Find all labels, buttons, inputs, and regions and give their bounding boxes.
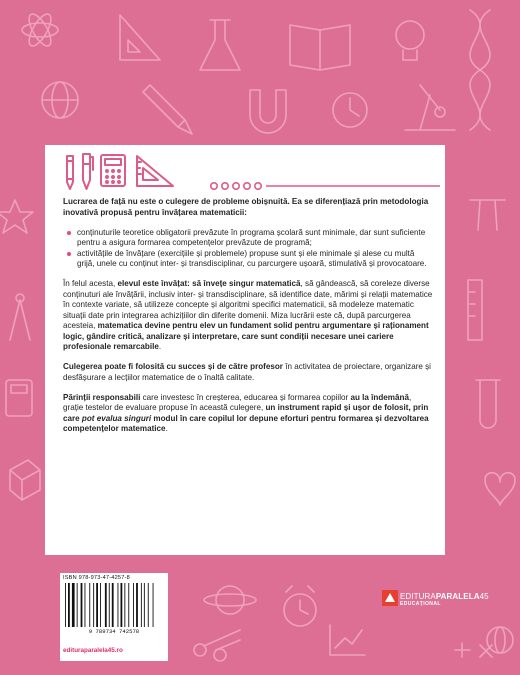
methodology-bullet-list [63,228,433,270]
barcode-bar [65,583,66,627]
doodle-triangle-ruler-icon [120,15,160,60]
barcode-bar [136,583,138,627]
barcode-bar [96,583,98,627]
doodle-magnet-icon [250,90,286,133]
doodle-clock-icon [333,93,367,127]
barcode-digits: 9 789734 742578 [88,628,140,635]
publisher-name: EDITURAPARALELA45 [400,592,489,601]
barcode-bar [112,583,114,627]
doodle-heart-icon [485,473,515,505]
barcode-bar [68,583,70,627]
barcode-bar [121,583,123,627]
barcode-bar [141,583,142,627]
isbn-number: ISBN 978-973-47-4257-8 [63,575,130,581]
doodle-graph-icon [330,625,365,655]
parents-paragraph: Părinții responsabili care investesc în creșterea, educarea și formarea copiilor au la îndemână, grație testelor de evaluare propuse în această culegere, un instrument rapid și ușor de folosit, prin care pot evalua singuri modul în care copilul lor depune eforturi pentru formarea și dezvoltarea competențelor matematice. [63,392,429,433]
bullet-dot-icon [67,231,71,235]
barcode-bar [109,583,110,627]
school-supplies-icons [63,152,193,192]
barcode-bar [124,583,125,627]
doodle-math-symbols-icon [455,643,492,657]
barcode-bar [89,583,90,627]
publisher-logo [382,586,489,620]
barcode-bar [148,583,149,627]
doodle-planet-icon [204,586,256,614]
pencil-icon [67,156,73,189]
barcode-image [63,583,165,629]
doodle-pencil-icon [143,85,192,134]
doodle-flask-icon [200,20,240,70]
barcode-bar [128,583,129,627]
doodle-alarm-clock-icon [284,586,316,626]
description-text [63,197,433,444]
doodle-star-icon [0,200,33,233]
barcode-bar [100,583,101,627]
doodle-light-bulb-icon [396,21,424,60]
pen-icon [83,154,93,189]
barcode-bar [93,583,94,627]
publisher-website-link[interactable]: edituraparalela45.ro [63,647,123,654]
barcode-bar [85,583,86,627]
barcode-bar [81,583,83,627]
barcode-bar [133,583,134,627]
doodle-microscope-icon [405,85,455,130]
calculator-icon [101,155,125,186]
barcode-bar [118,583,119,627]
doodle-globe-icon [42,82,78,118]
doodle-globe-bottom-icon [487,627,513,653]
doodle-book-icon [290,25,350,70]
doodle-test-tube-icon [476,380,500,428]
decorative-dots-line [208,180,440,192]
barcode-area [60,573,168,661]
barcode-bar [153,583,154,627]
bullet-item-activities: activitățile de învățare (exercițiile și problemele) propuse sunt și ele minimale și alese cu multă grijă, unele cu conținut inter- și transdisciplinar, cu parcurgere ușoară, stimulativă și provocatoare. [63,249,433,270]
set-square-icon [137,156,173,186]
bullet-dot-icon [67,252,71,256]
student-paragraph: În felul acesta, elevul este învățat: să învețe singur matematică, să gândească, să coreleze diverse conținuturi ale învățării, inclusiv inter- și transdisciplinare, să identifice date, mărimi și relații matematice în contexte variate, să utilizeze concepte și algoritmi specifici matematicii, să modeleze matematic situații date prin integrarea achizițiilor din diferite domenii. Miza lucrării este că, după parcurgerea acesteia, matematica devine pentru elev un fundament solid pentru argumentare și raționament logic, gândire critică, analizare și interpretare, care sunt condiții necesare unei cariere profesionale remarcabile. [63,279,433,351]
intro-paragraph: Lucrarea de față nu este o culegere de probleme obișnuită. Ea se diferențiază prin metodologia inovativă propusă pentru învățarea matematicii: [63,197,429,217]
publisher-logo-icon [382,590,398,606]
doodle-compass-icon [10,294,30,340]
publisher-division: EDUCAȚIONAL [400,601,441,607]
barcode-bar [144,583,145,627]
barcode-bar [72,583,75,627]
bullet-item-content: conținuturile teoretice obligatorii prevăzute în programa școlară sunt minimale, dar sunt suficiente pentru a asigura formarea competențelor prevăzute de programă; [63,228,433,249]
teacher-paragraph: Culegerea poate fi folosită cu succes și de către profesor în activitatea de proiectare, organizare și desfășurare a lecțiilor matematice de o înaltă calitate. [63,362,431,382]
doodle-ruler-icon [468,280,482,340]
barcode-bar [105,583,107,627]
doodle-dna-icon [470,10,490,130]
barcode-bar [77,583,78,627]
doodle-scissors-icon [194,630,240,661]
doodle-cube-icon [10,460,40,500]
doodle-calculator-icon [6,380,32,416]
doodle-pi-icon [470,200,505,230]
doodle-atom-icon [22,11,58,49]
